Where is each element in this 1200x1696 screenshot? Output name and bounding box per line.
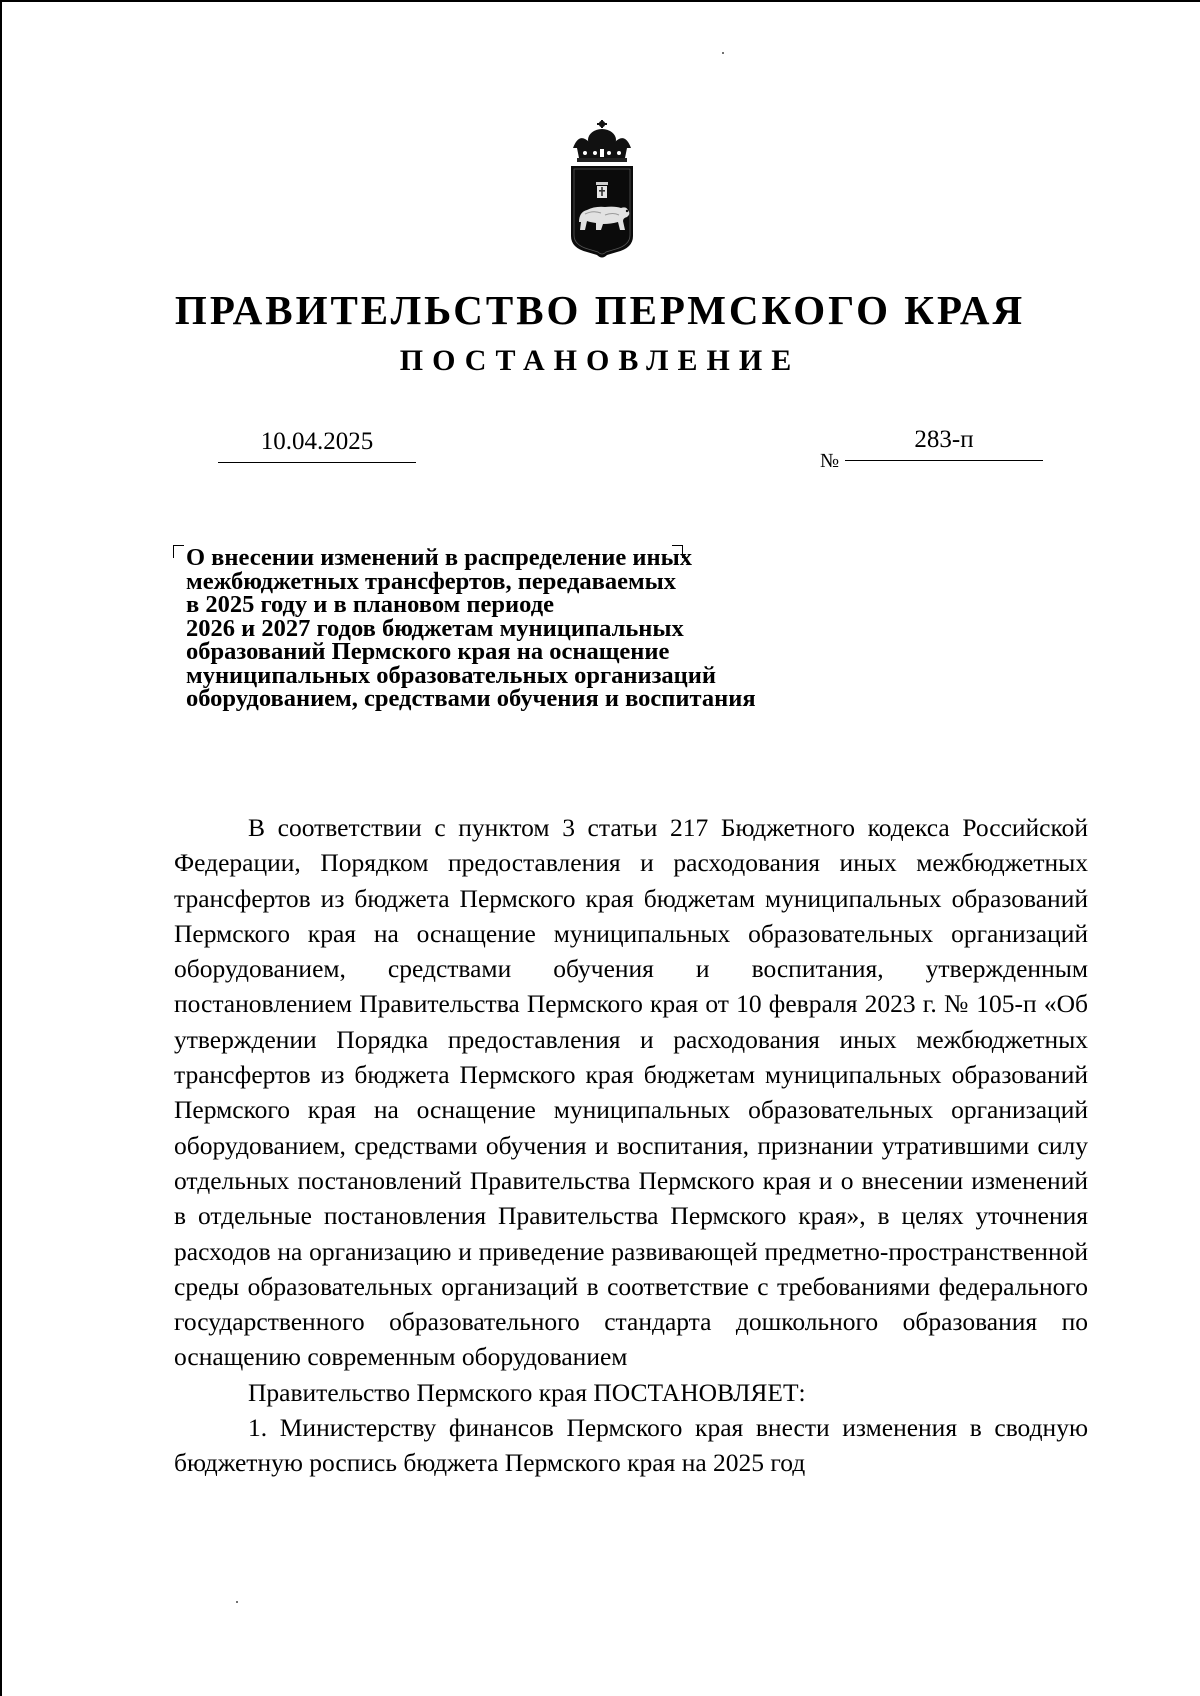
- document-type-title: ПОСТАНОВЛЕНИЕ: [399, 344, 801, 377]
- title-line: оборудованием, средствами обучения и воспитания: [186, 685, 756, 712]
- title-line: образований Пермского края на оснащение: [186, 638, 670, 665]
- title-line: в 2025 году и в плановом периоде: [186, 591, 554, 618]
- crown-icon: [573, 120, 631, 162]
- item-1-paragraph: 1. Министерству финансов Пермского края внести изменения в сводную бюджетную роспись бюджета Пермского края на 2025 год: [174, 1413, 1088, 1478]
- title-line: муниципальных образовательных организаций: [186, 661, 717, 689]
- scan-border-top: [0, 0, 1200, 2]
- gospel-book-icon: [596, 182, 608, 198]
- resolution-paragraph: Правительство Пермского края ПОСТАНОВЛЯЕТ:: [248, 1377, 806, 1407]
- scan-border-left: [0, 0, 2, 1696]
- perm-krai-coat-of-arms-icon: [565, 118, 639, 268]
- document-body: [174, 810, 1088, 1481]
- organization-title: ПРАВИТЕЛЬСТВО ПЕРМСКОГО КРАЯ: [174, 287, 1026, 333]
- preamble-paragraph: В соответствии с пунктом 3 статьи 217 Бюджетного кодекса Российской Федерации, Порядком предоставления и расходования иных межбюджетных трансфертов из бюджета Пермского края бюджетам муниципальных образований Пермского края на оснащение муниципальных образовательных организаций оборудованием, средствами обучения и воспитания, утвержденным постановлением Правительства Пермского края от 10 февраля 2023 г. № 105-п «Об утверждении Порядка предоставления и расходования иных межбюджетных трансфертов из бюджета Пермского края бюджетам муниципальных образований Пермского края на оснащение муниципальных образовательных организаций оборудованием, средствами обучения и воспитания, признании утратившими силу отдельных постановлений Правительства Пермского края и о внесении изменений в отдельные постановления Правительства Пермского края», в целях уточнения расходов на организацию и приведение развивающей предметно-пространственной среды образовательных организаций в соответствие с требованиями федерального государственного образовательного стандарта дошкольного образования по оснащению современным оборудованием: [174, 813, 1088, 1372]
- title-line: 2026 и 2027 годов бюджетам муниципальных: [186, 614, 684, 642]
- document-number-label: №: [820, 450, 840, 472]
- document-number: 283-п: [845, 426, 1043, 461]
- scan-speck: [236, 1601, 238, 1603]
- scan-speck: [722, 52, 724, 54]
- document-date: 10.04.2025: [218, 428, 416, 463]
- document-subject-title: [186, 546, 866, 711]
- title-line: межбюджетных трансфертов, передаваемых: [186, 567, 677, 595]
- title-bracket-left: [173, 545, 184, 558]
- title-line: О внесении изменений в распределение иных: [186, 544, 692, 571]
